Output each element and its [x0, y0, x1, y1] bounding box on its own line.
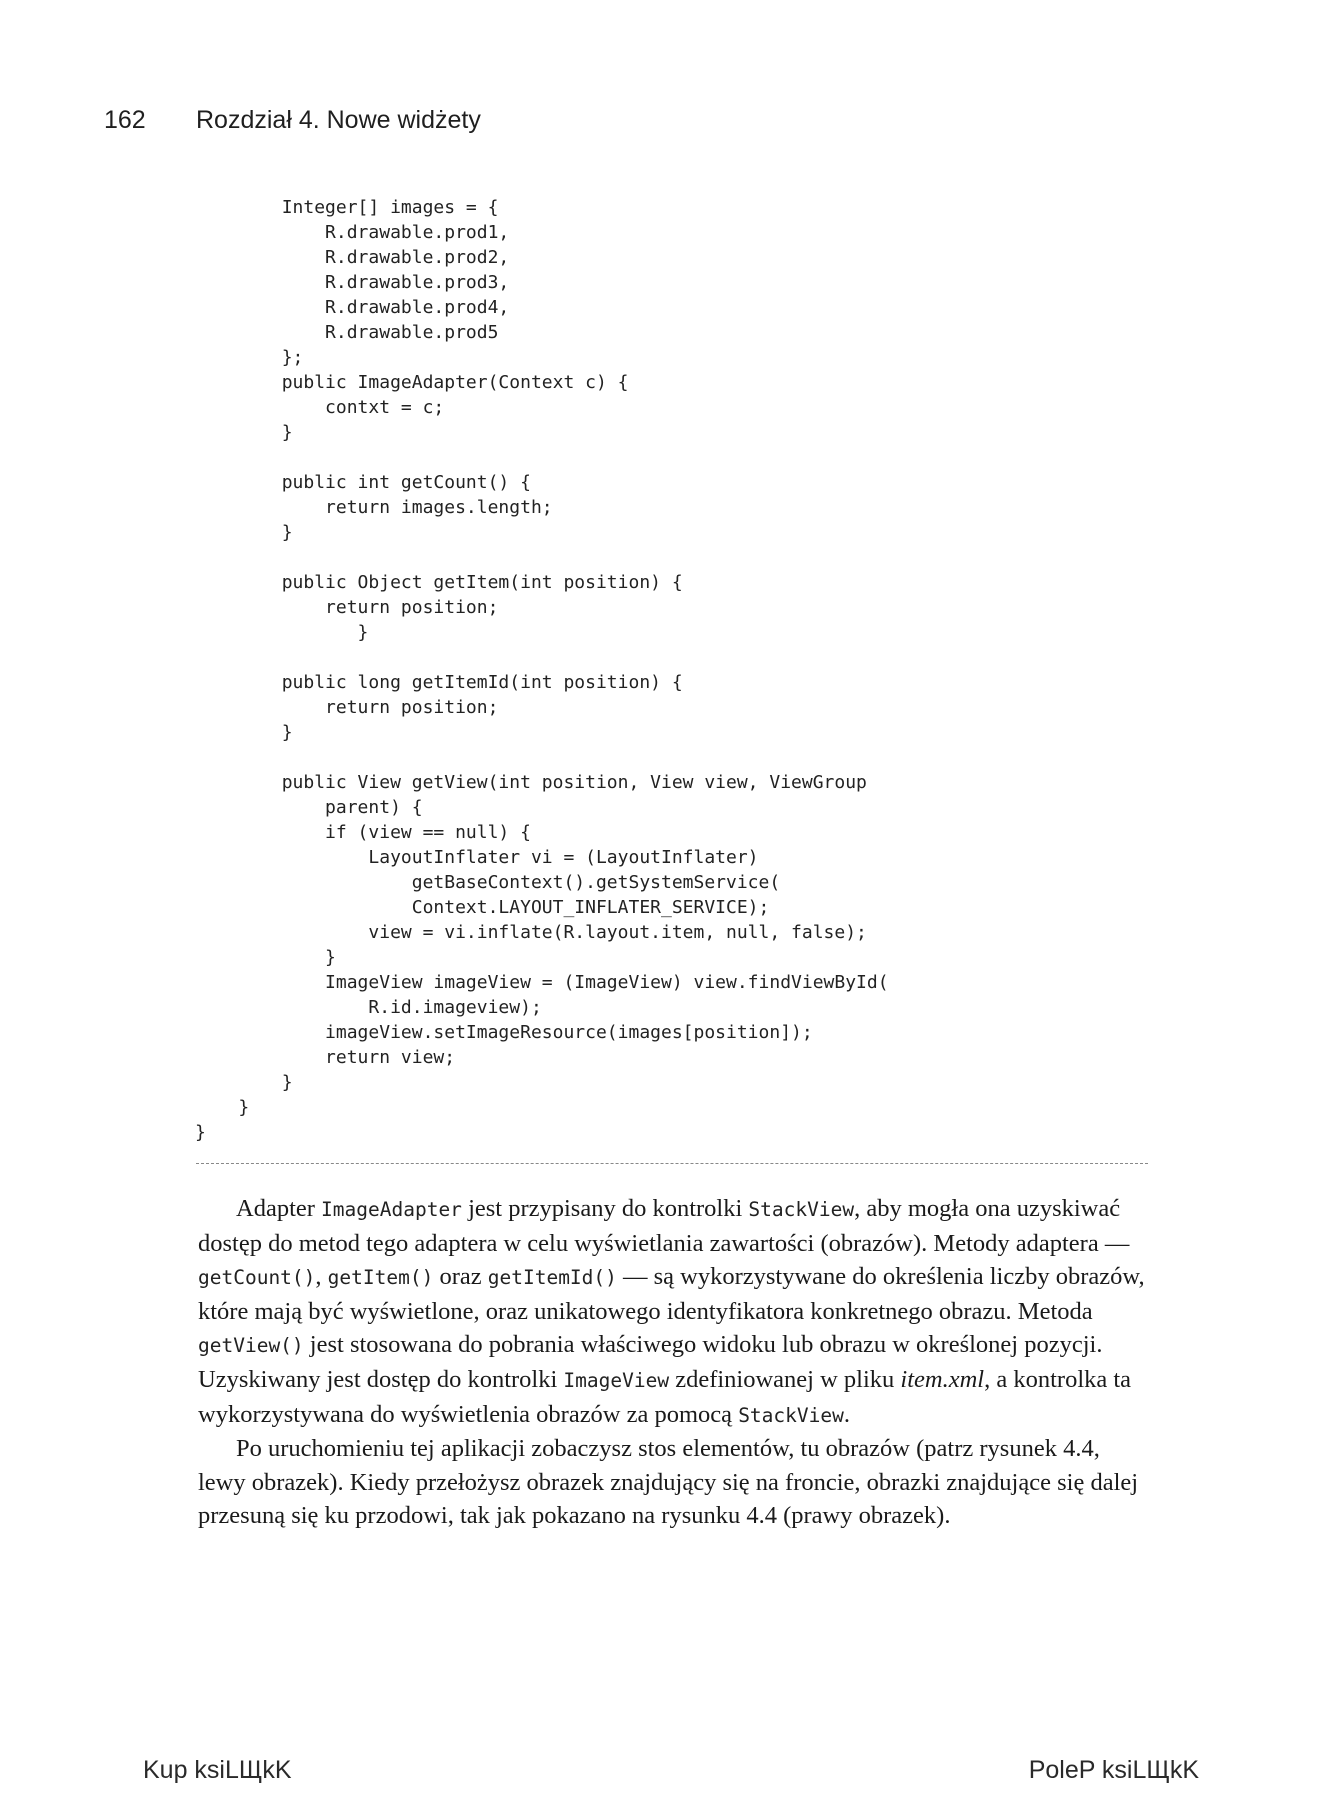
paragraph-2: Po uruchomieniu tej aplikacji zobaczysz stos elementów, tu obrazów (patrz rysunek 4.4, lewy obrazek). Kiedy przełożysz obrazek znajdujący się na froncie, obrazki znajdujące się dalej przesuną się ku przodowi, tak jak pokazano na rysunku 4.4 (prawy obrazek). — [198, 1435, 1139, 1530]
code-line: return view; — [195, 1047, 456, 1068]
code-line: public int getCount() { — [195, 472, 531, 493]
code-line: R.drawable.prod1, — [195, 222, 510, 243]
code-line: LayoutInflater vi = (LayoutInflater) — [195, 847, 759, 868]
code-line: view = vi.inflate(R.layout.item, null, false); — [195, 922, 867, 943]
code-line: public View getView(int position, View view, ViewGroup — [195, 772, 867, 793]
paragraph-1: Adapter ImageAdapter jest przypisany do kontrolki StackView, aby mogła ona uzyskiwać dostęp do metod tego adaptera w celu wyświetlania zawartości (obrazów). Metody adaptera — getCount(), getItem() oraz getItemId() — są wykorzystywane do określenia liczby obrazów, które mają być wyświetlone, oraz unikatowego identyfikatora konkretnego obrazu. Metoda getView() jest stosowana do pobrania właściwego widoku lub obrazu w określonej pozycji. Uzyskiwany jest dostęp do kontrolki ImageView zdefiniowanej w pliku item.xml, a kontrolka ta wykorzystywana do wyświetlenia obrazów za pomocą StackView. — [198, 1195, 1145, 1428]
inline-code: StackView — [738, 1403, 844, 1427]
code-line: return position; — [195, 597, 499, 618]
inline-code: ImageView — [563, 1368, 670, 1392]
code-line: Integer[] images = { — [195, 197, 499, 218]
code-line: } — [195, 522, 293, 543]
code-line: contxt = c; — [195, 397, 445, 418]
code-line: R.drawable.prod4, — [195, 297, 510, 318]
code-line: return position; — [195, 697, 499, 718]
inline-code: getItemId() — [487, 1266, 617, 1290]
running-header — [104, 106, 481, 135]
code-line: } — [195, 422, 293, 443]
inline-code: getItem() — [327, 1266, 434, 1290]
code-line: R.id.imageview); — [195, 997, 542, 1018]
inline-code: getCount() — [198, 1266, 316, 1290]
footer-buy-link[interactable]: Kup ksiLЩkK — [143, 1756, 292, 1784]
inline-code: ImageAdapter — [321, 1198, 462, 1221]
code-line: getBaseContext().getSystemService( — [195, 872, 781, 893]
code-divider — [196, 1163, 1148, 1164]
code-line: }; — [195, 347, 304, 368]
code-line: } — [195, 947, 336, 968]
code-line: Context.LAYOUT_INFLATER_SERVICE); — [195, 897, 770, 918]
code-line: } — [195, 622, 369, 643]
footer-recommend-link[interactable]: PoleP ksiLЩkK — [1028, 1756, 1199, 1784]
code-line: R.drawable.prod3, — [195, 272, 510, 293]
code-line: public long getItemId(int position) { — [195, 672, 683, 693]
inline-code: StackView — [748, 1198, 855, 1221]
code-line: parent) { — [195, 797, 423, 818]
code-listing — [195, 195, 889, 1145]
code-line: if (view == null) { — [195, 822, 531, 843]
chapter-title: Rozdział 4. Nowe widżety — [196, 106, 481, 134]
code-line: R.drawable.prod2, — [195, 247, 510, 268]
file-name: item.xml — [900, 1365, 985, 1393]
code-line: } — [195, 1122, 206, 1143]
body-text — [198, 1192, 1148, 1533]
code-line: return images.length; — [195, 497, 553, 518]
code-line: } — [195, 1072, 293, 1093]
code-line: public ImageAdapter(Context c) { — [195, 372, 629, 393]
code-line: imageView.setImageResource(images[position]); — [195, 1022, 813, 1043]
code-line: } — [195, 722, 293, 743]
code-line: R.drawable.prod5 — [195, 322, 499, 343]
code-line: } — [195, 1097, 250, 1118]
code-line: public Object getItem(int position) { — [195, 572, 683, 593]
inline-code: getView() — [198, 1334, 304, 1358]
page-number: 162 — [104, 106, 146, 134]
code-line: ImageView imageView = (ImageView) view.findViewById( — [195, 972, 889, 993]
